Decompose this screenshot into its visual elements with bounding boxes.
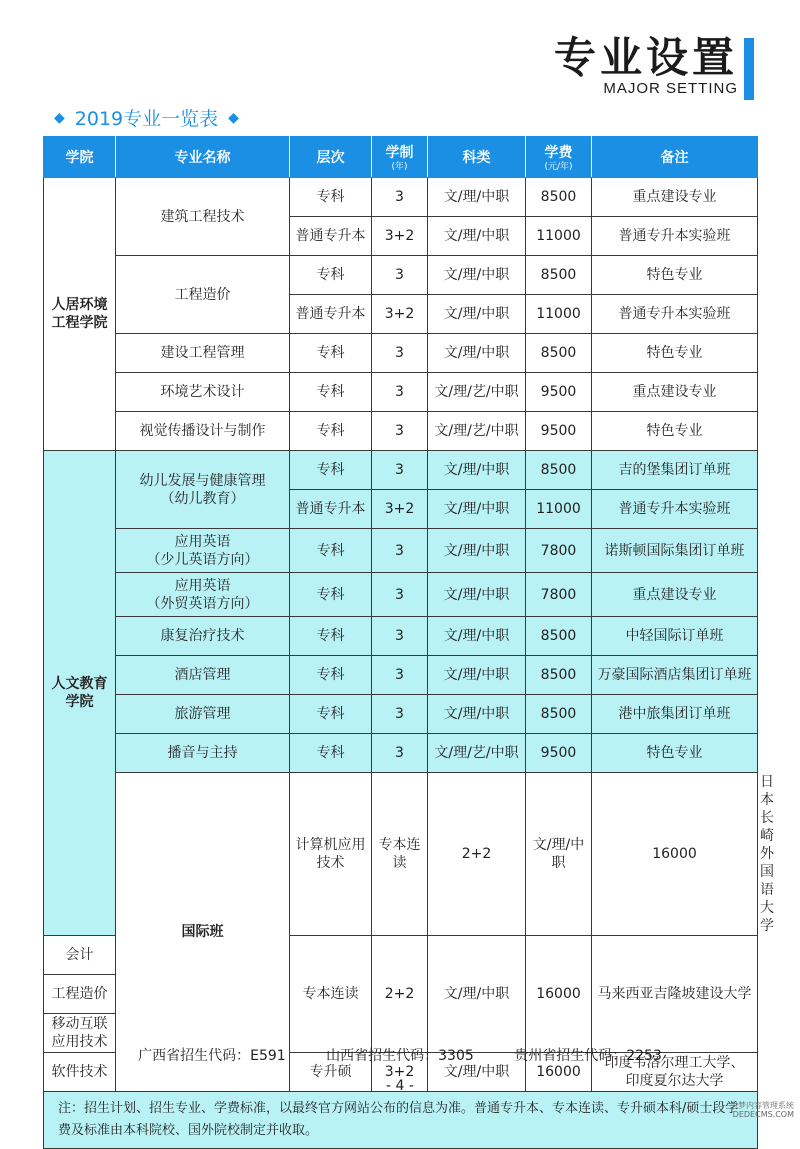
header-remark: 备注	[592, 137, 758, 178]
major-cell: 移动互联应用技术	[44, 1014, 116, 1053]
code-guizhou: 贵州省招生代码：2253	[514, 1048, 662, 1064]
fee-cell: 11000	[526, 217, 592, 256]
fee-cell: 9500	[526, 734, 592, 773]
duration-cell: 3	[372, 451, 428, 490]
table-row	[44, 178, 758, 217]
major-cell: 应用英语 （外贸英语方向）	[116, 573, 290, 617]
table-row	[44, 373, 758, 412]
level-cell: 专科	[290, 373, 372, 412]
header-college: 学院	[44, 137, 116, 178]
admission-codes	[0, 1045, 800, 1065]
major-cell: 工程造价	[116, 256, 290, 334]
diamond-icon: ◆	[54, 109, 65, 126]
fee-cell: 11000	[526, 490, 592, 529]
remark-cell: 重点建设专业	[592, 373, 758, 412]
major-cell: 工程造价	[44, 975, 116, 1014]
header-duration	[372, 137, 428, 178]
fee-cell: 9500	[526, 412, 592, 451]
duration-cell: 3	[372, 573, 428, 617]
major-cell: 应用英语 （少儿英语方向）	[116, 529, 290, 573]
duration-cell: 3	[372, 656, 428, 695]
remark-cell: 特色专业	[592, 256, 758, 295]
college-cell: 人文教育 学院	[44, 451, 116, 936]
major-cell: 环境艺术设计	[116, 373, 290, 412]
remark-cell: 重点建设专业	[592, 178, 758, 217]
duration-cell: 3	[372, 529, 428, 573]
fee-cell: 8500	[526, 334, 592, 373]
fee-cell: 8500	[526, 178, 592, 217]
header-fee-label: 学费	[544, 145, 573, 161]
fee-cell: 16000	[592, 773, 758, 936]
major-cell: 建设工程管理	[116, 334, 290, 373]
major-cell: 计算机应用技术	[290, 773, 372, 936]
watermark: 织梦内容管理系统 DEDECMS.COM	[730, 1101, 794, 1119]
category-cell: 文/理/中职	[428, 256, 526, 295]
category-cell: 文/理/中职	[428, 295, 526, 334]
table-row	[44, 573, 758, 617]
table-row	[44, 529, 758, 573]
fee-cell: 7800	[526, 529, 592, 573]
duration-cell: 3	[372, 178, 428, 217]
fee-cell: 7800	[526, 573, 592, 617]
level-cell: 专科	[290, 695, 372, 734]
accent-bar	[744, 38, 754, 100]
category-cell: 文/理/艺/中职	[428, 373, 526, 412]
level-cell: 专科	[290, 656, 372, 695]
header-level: 层次	[290, 137, 372, 178]
level-cell: 专科	[290, 451, 372, 490]
fee-cell: 16000	[526, 936, 592, 1053]
code-guangxi: 广西省招生代码：E591	[138, 1048, 286, 1064]
major-cell: 软件技术	[44, 1053, 116, 1092]
duration-cell: 3	[372, 334, 428, 373]
table-row	[44, 256, 758, 295]
level-cell: 普通专升本	[290, 295, 372, 334]
category-cell: 文/理/中职	[428, 617, 526, 656]
level-cell: 专本连读	[290, 936, 372, 1053]
code-shanxi: 山西省招生代码：3305	[326, 1048, 474, 1064]
table-note: 注：招生计划、招生专业、学费标准，以最终官方网站公布的信息为准。普通专升本、专本连读、专升硕本科/硕士段学费及标准由本科院校、国外院校制定并收取。	[44, 1092, 758, 1149]
page-title: 专业设置	[553, 33, 738, 82]
major-cell: 视觉传播设计与制作	[116, 412, 290, 451]
remark-cell: 诺斯顿国际集团订单班	[592, 529, 758, 573]
remark-cell: 普通专升本实验班	[592, 295, 758, 334]
page-header	[0, 0, 800, 110]
college-cell: 国际班	[116, 773, 290, 1092]
table-row	[44, 695, 758, 734]
level-cell: 专科	[290, 412, 372, 451]
level-cell: 普通专升本	[290, 490, 372, 529]
level-cell: 专科	[290, 529, 372, 573]
fee-cell: 8500	[526, 256, 592, 295]
remark-cell: 吉的堡集团订单班	[592, 451, 758, 490]
table-row	[44, 734, 758, 773]
level-cell: 专科	[290, 334, 372, 373]
duration-cell: 3+2	[372, 490, 428, 529]
duration-cell: 3	[372, 695, 428, 734]
level-cell: 专科	[290, 256, 372, 295]
category-cell: 文/理/艺/中职	[428, 412, 526, 451]
remark-cell: 中轻国际订单班	[592, 617, 758, 656]
category-cell: 文/理/中职	[428, 217, 526, 256]
page-number: - 4 -	[386, 1078, 414, 1094]
duration-cell: 3	[372, 617, 428, 656]
duration-cell: 3	[372, 256, 428, 295]
category-cell: 文/理/中职	[526, 773, 592, 936]
level-cell: 专科	[290, 573, 372, 617]
table-row	[44, 412, 758, 451]
fee-cell: 11000	[526, 295, 592, 334]
remark-cell: 万豪国际酒店集团订单班	[592, 656, 758, 695]
level-cell: 专本连读	[372, 773, 428, 936]
remark-cell: 特色专业	[592, 412, 758, 451]
category-cell: 文/理/中职	[428, 451, 526, 490]
category-cell: 文/理/艺/中职	[428, 734, 526, 773]
category-cell: 文/理/中职	[428, 1053, 526, 1092]
table-row	[44, 656, 758, 695]
category-cell: 文/理/中职	[428, 334, 526, 373]
major-cell: 康复治疗技术	[116, 617, 290, 656]
header-duration-unit: (年)	[391, 162, 408, 172]
remark-cell: 马来西亚吉隆坡建设大学	[592, 936, 758, 1053]
fee-cell: 8500	[526, 617, 592, 656]
header-major: 专业名称	[116, 137, 290, 178]
header-category: 科类	[428, 137, 526, 178]
category-cell: 文/理/中职	[428, 936, 526, 1053]
category-cell: 文/理/中职	[428, 573, 526, 617]
header-fee	[526, 137, 592, 178]
note-row	[44, 1092, 758, 1149]
subtitle-text: 2019专业一览表	[74, 108, 219, 130]
duration-cell: 2+2	[428, 773, 526, 936]
duration-cell: 2+2	[372, 936, 428, 1053]
major-cell: 酒店管理	[116, 656, 290, 695]
major-cell: 旅游管理	[116, 695, 290, 734]
header-fee-unit: (元/年)	[544, 162, 573, 172]
remark-cell: 印度韦洛尔理工大学、 印度夏尔达大学	[592, 1053, 758, 1092]
category-cell: 文/理/中职	[428, 695, 526, 734]
major-cell: 幼儿发展与健康管理 （幼儿教育）	[116, 451, 290, 529]
level-cell: 专科	[290, 734, 372, 773]
major-cell: 播音与主持	[116, 734, 290, 773]
duration-cell: 3+2	[372, 1053, 428, 1092]
remark-cell: 重点建设专业	[592, 573, 758, 617]
page-title-en: MAJOR SETTING	[603, 80, 738, 97]
table-row: 国际班 计算机应用技术 专本连读 2+2 文/理/中职 16000 日本长崎外国语大学	[44, 773, 758, 936]
level-cell: 专升硕	[290, 1053, 372, 1092]
category-cell: 文/理/中职	[428, 178, 526, 217]
remark-cell: 港中旅集团订单班	[592, 695, 758, 734]
diamond-icon: ◆	[228, 109, 239, 126]
fee-cell: 8500	[526, 451, 592, 490]
table-header-row	[44, 137, 758, 178]
fee-cell: 9500	[526, 373, 592, 412]
remark-cell: 普通专升本实验班	[592, 217, 758, 256]
duration-cell: 3+2	[372, 217, 428, 256]
remark-cell: 特色专业	[592, 334, 758, 373]
table-row	[44, 617, 758, 656]
college-cell: 人居环境 工程学院	[44, 178, 116, 451]
remark-cell: 特色专业	[592, 734, 758, 773]
remark-cell: 普通专升本实验班	[592, 490, 758, 529]
table-row	[44, 334, 758, 373]
level-cell: 专科	[290, 178, 372, 217]
fee-cell: 16000	[526, 1053, 592, 1092]
major-cell: 建筑工程技术	[116, 178, 290, 256]
major-cell: 会计	[44, 936, 116, 975]
category-cell: 文/理/中职	[428, 529, 526, 573]
duration-cell: 3+2	[372, 295, 428, 334]
level-cell: 普通专升本	[290, 217, 372, 256]
section-subtitle	[54, 104, 239, 131]
table-row	[44, 451, 758, 490]
category-cell: 文/理/中职	[428, 490, 526, 529]
fee-cell: 8500	[526, 656, 592, 695]
category-cell: 文/理/中职	[428, 656, 526, 695]
duration-cell: 3	[372, 373, 428, 412]
fee-cell: 8500	[526, 695, 592, 734]
level-cell: 专科	[290, 617, 372, 656]
header-duration-label: 学制	[385, 145, 414, 161]
duration-cell: 3	[372, 412, 428, 451]
duration-cell: 3	[372, 734, 428, 773]
